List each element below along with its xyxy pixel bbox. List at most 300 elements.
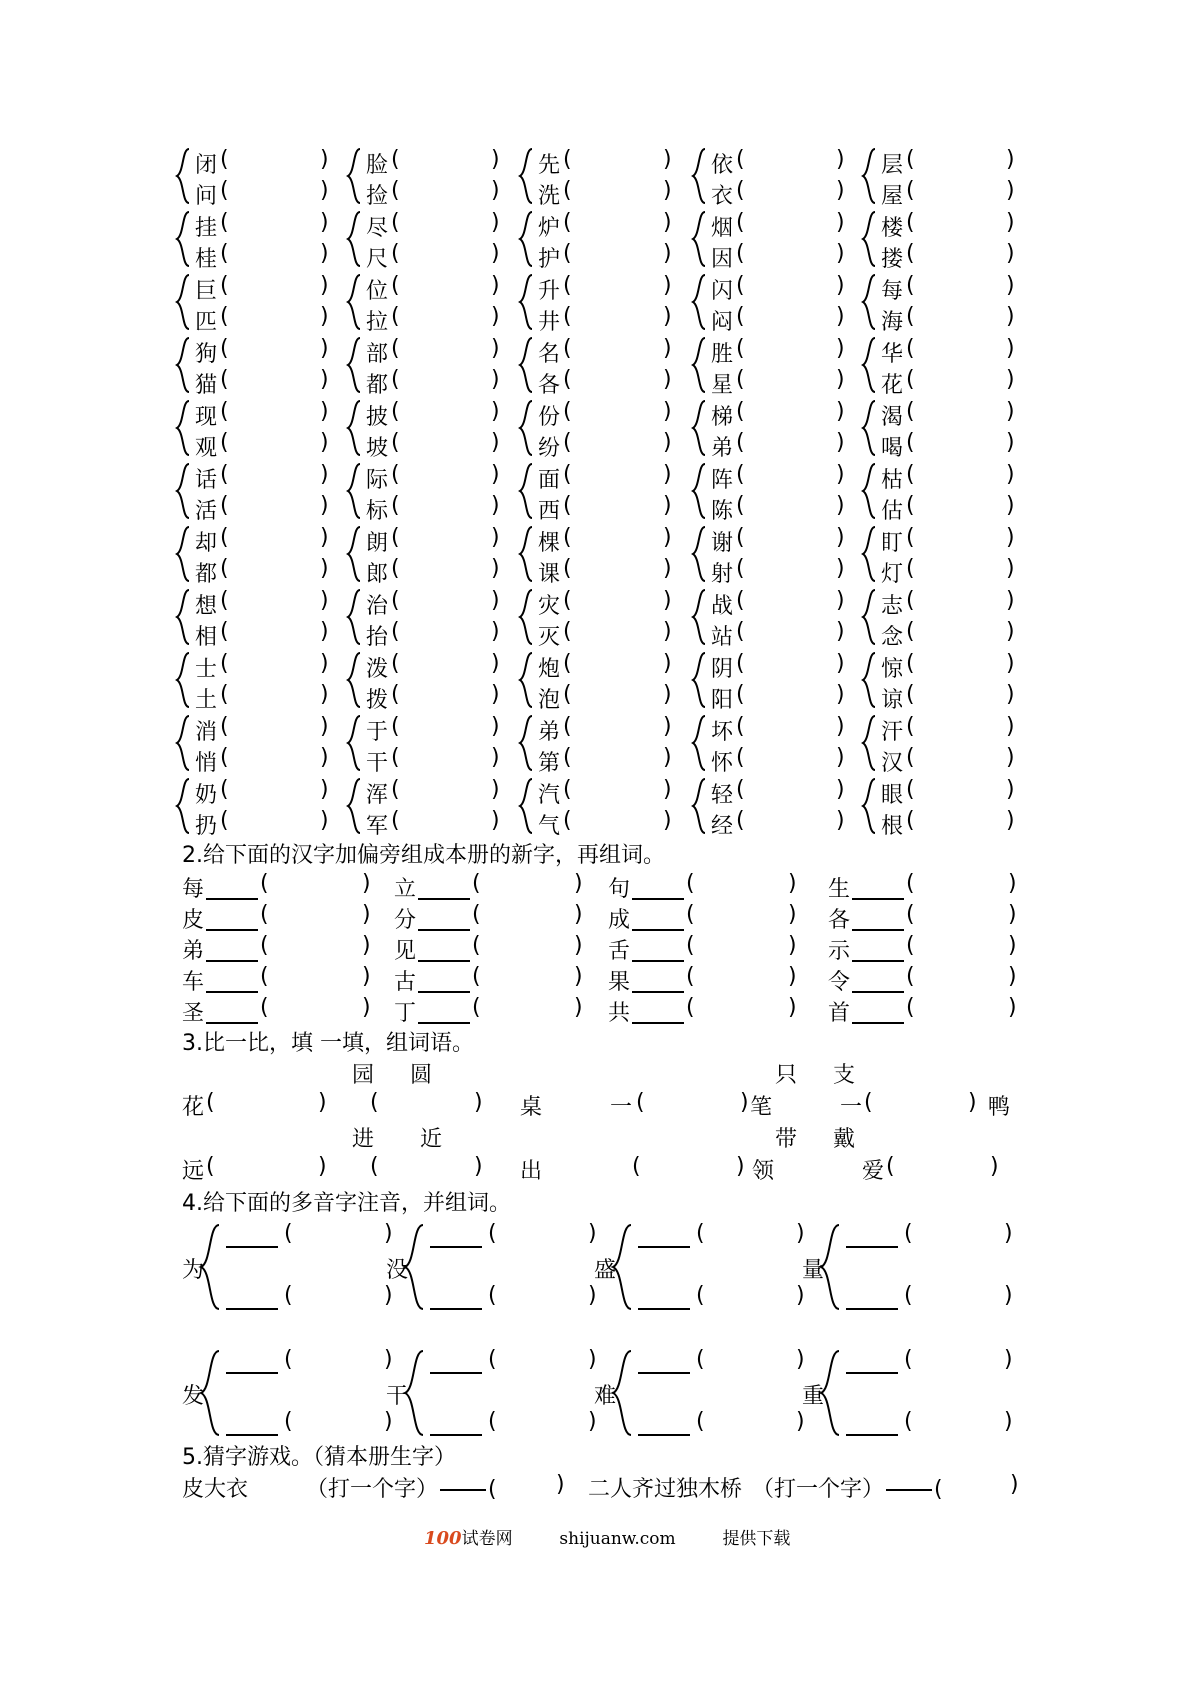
pair-char: 问 (195, 184, 218, 209)
close-paren: ) (320, 430, 329, 455)
open-paren: ( (220, 682, 229, 707)
pair-char: 屋 (881, 184, 904, 209)
close-paren: ) (1006, 178, 1015, 203)
open-paren: ( (736, 462, 745, 487)
pair-char: 战 (711, 594, 734, 619)
pair-char: 于 (366, 720, 389, 745)
open-paren: ( (563, 210, 572, 235)
open-paren: ( (736, 430, 745, 455)
radical-item (394, 994, 594, 1024)
pair-row (345, 713, 515, 743)
close-paren: ) (320, 493, 329, 518)
pair-row (517, 650, 687, 680)
pair-char: 灯 (881, 562, 904, 587)
open-paren: ( (220, 588, 229, 613)
answer-line (206, 898, 258, 900)
close-paren: ) (788, 933, 797, 958)
close-paren: ) (1006, 430, 1015, 455)
char-pair (517, 272, 687, 334)
s3-r1-paren: ( (206, 1090, 215, 1115)
open-paren: ( (563, 556, 572, 581)
close-paren: ) (836, 525, 845, 550)
open-paren: ( (906, 682, 915, 707)
radical-item (608, 870, 808, 900)
pair-char: 梯 (711, 405, 734, 430)
open-paren: ( (220, 525, 229, 550)
pair-row (174, 713, 344, 743)
s3-r1-start: 花 (182, 1095, 205, 1120)
pair-row (690, 618, 860, 648)
char-pair (345, 209, 515, 271)
open-paren: ( (686, 902, 695, 927)
pair-row (517, 209, 687, 239)
pair-char: 星 (711, 373, 734, 398)
close-paren: ) (320, 178, 329, 203)
pair-char: 井 (538, 310, 561, 335)
pair-char: 抬 (366, 625, 389, 650)
close-paren: ) (1006, 493, 1015, 518)
pinyin-line (846, 1246, 898, 1248)
pair-char: 土 (195, 688, 218, 713)
pair-char: 气 (538, 814, 561, 839)
open-paren: ( (736, 147, 745, 172)
open-paren: ( (736, 556, 745, 581)
open-paren: ( (488, 1283, 497, 1308)
open-paren: ( (284, 1409, 293, 1434)
brace-icon (198, 1350, 222, 1436)
pair-row (860, 587, 1030, 617)
pair-row (174, 492, 344, 522)
s3-r1-paren: ( (370, 1090, 379, 1115)
radical-item (828, 870, 1028, 900)
open-paren: ( (906, 273, 915, 298)
char-pair (860, 398, 1030, 460)
char-pair (690, 713, 860, 775)
pair-row (860, 398, 1030, 428)
close-paren: ) (663, 273, 672, 298)
pinyin-line (430, 1372, 482, 1374)
pair-row (690, 650, 860, 680)
char-pair (345, 713, 515, 775)
open-paren: ( (391, 619, 400, 644)
close-paren: ) (491, 808, 500, 833)
pair-char: 楼 (881, 216, 904, 241)
open-paren: ( (736, 273, 745, 298)
open-paren: ( (696, 1283, 705, 1308)
pinyin-line (846, 1308, 898, 1310)
open-paren: ( (220, 273, 229, 298)
close-paren: ) (320, 777, 329, 802)
pair-row (174, 398, 344, 428)
close-paren: ) (663, 714, 672, 739)
close-paren: ) (663, 651, 672, 676)
open-paren: ( (220, 619, 229, 644)
pair-char: 课 (538, 562, 561, 587)
base-char: 共 (608, 1001, 631, 1026)
s3-top-dai: 带 (775, 1127, 798, 1152)
close-paren: ) (796, 1221, 805, 1246)
pair-char: 谅 (881, 688, 904, 713)
brace-icon (610, 1350, 634, 1436)
pair-char: 陈 (711, 499, 734, 524)
pair-row (860, 807, 1030, 837)
char-pair (345, 146, 515, 208)
pair-row (517, 618, 687, 648)
close-paren: ) (362, 871, 371, 896)
open-paren: ( (563, 651, 572, 676)
pair-char: 奶 (195, 783, 218, 808)
char-pair (690, 650, 860, 712)
open-paren: ( (906, 933, 915, 958)
open-paren: ( (904, 1283, 913, 1308)
char-pair (690, 272, 860, 334)
s3-top-jin: 进 (352, 1127, 375, 1152)
char-pair (345, 587, 515, 649)
close-paren: ) (788, 995, 797, 1020)
close-paren: ) (491, 714, 500, 739)
pair-char: 估 (881, 499, 904, 524)
pair-row (860, 650, 1030, 680)
open-paren: ( (906, 964, 915, 989)
riddle1-text: 皮大衣 (182, 1477, 249, 1502)
pair-char: 干 (366, 751, 389, 776)
pair-char: 根 (881, 814, 904, 839)
open-paren: ( (563, 178, 572, 203)
pair-char: 面 (538, 468, 561, 493)
char-pair (860, 587, 1030, 649)
open-paren: ( (563, 462, 572, 487)
close-paren: ) (836, 147, 845, 172)
close-paren: ) (663, 304, 672, 329)
pair-char: 都 (195, 562, 218, 587)
pair-row (174, 461, 344, 491)
close-paren: ) (1004, 1347, 1013, 1372)
pair-char: 衣 (711, 184, 734, 209)
radical-item (394, 963, 594, 993)
polyphone-char: 重 (802, 1384, 825, 1409)
pair-row (690, 398, 860, 428)
pair-row (345, 240, 515, 270)
char-pair (174, 587, 344, 649)
close-paren: ) (491, 273, 500, 298)
pair-char: 盯 (881, 531, 904, 556)
pair-row (690, 587, 860, 617)
close-paren: ) (588, 1221, 597, 1246)
pair-row (860, 461, 1030, 491)
pair-row (690, 776, 860, 806)
close-paren: ) (574, 902, 583, 927)
pair-char: 志 (881, 594, 904, 619)
open-paren: ( (563, 745, 572, 770)
open-paren: ( (563, 619, 572, 644)
close-paren: ) (1006, 651, 1015, 676)
char-pair (345, 524, 515, 586)
section5-heading: 5.猜字游戏。（猜本册生字） (182, 1445, 456, 1470)
char-pair (345, 776, 515, 838)
s3-r2-start: 远 (182, 1159, 205, 1184)
s3-r2-paren: ) (736, 1154, 745, 1179)
open-paren: ( (906, 714, 915, 739)
open-paren: ( (284, 1221, 293, 1246)
pair-char: 轻 (711, 783, 734, 808)
pair-row (517, 713, 687, 743)
pair-row (345, 807, 515, 837)
char-pair (690, 587, 860, 649)
brace-icon (610, 1224, 634, 1310)
open-paren: ( (391, 304, 400, 329)
pair-row (174, 681, 344, 711)
open-paren: ( (220, 304, 229, 329)
close-paren: ) (574, 933, 583, 958)
close-paren: ) (663, 210, 672, 235)
open-paren: ( (220, 556, 229, 581)
open-paren: ( (220, 147, 229, 172)
pair-row (517, 524, 687, 554)
open-paren: ( (736, 682, 745, 707)
polyphone-item (182, 1344, 393, 1444)
riddle2-close: ) (1010, 1472, 1019, 1497)
open-paren: ( (563, 588, 572, 613)
open-paren: ( (220, 336, 229, 361)
pair-row (690, 240, 860, 270)
pair-char: 猫 (195, 373, 218, 398)
char-pair (517, 524, 687, 586)
close-paren: ) (836, 273, 845, 298)
open-paren: ( (220, 745, 229, 770)
open-paren: ( (391, 462, 400, 487)
char-pair (517, 587, 687, 649)
pair-char: 怀 (711, 751, 734, 776)
pair-char: 经 (711, 814, 734, 839)
s3-r1-paren: ( (636, 1090, 645, 1115)
s3-r2-paren: ) (318, 1154, 327, 1179)
pair-char: 站 (711, 625, 734, 650)
open-paren: ( (391, 147, 400, 172)
open-paren: ( (284, 1347, 293, 1372)
answer-line (852, 991, 904, 993)
pair-char: 第 (538, 751, 561, 776)
pair-char: 汗 (881, 720, 904, 745)
close-paren: ) (320, 682, 329, 707)
pair-char: 部 (366, 342, 389, 367)
polyphone-char: 盛 (594, 1258, 617, 1283)
pair-row (860, 303, 1030, 333)
radical-item (608, 994, 808, 1024)
close-paren: ) (663, 556, 672, 581)
close-paren: ) (491, 525, 500, 550)
pinyin-line (226, 1434, 278, 1436)
radical-item (182, 870, 382, 900)
pair-row (517, 240, 687, 270)
char-pair (517, 776, 687, 838)
open-paren: ( (906, 777, 915, 802)
radical-item (182, 901, 382, 931)
pair-row (517, 177, 687, 207)
pair-char: 尽 (366, 216, 389, 241)
pair-char: 名 (538, 342, 561, 367)
open-paren: ( (736, 304, 745, 329)
pair-row (860, 177, 1030, 207)
pinyin-line (846, 1434, 898, 1436)
pair-char: 位 (366, 279, 389, 304)
char-pair (690, 209, 860, 271)
s3-r2-mid: 出 (520, 1159, 543, 1184)
close-paren: ) (836, 336, 845, 361)
pair-char: 披 (366, 405, 389, 430)
open-paren: ( (472, 995, 481, 1020)
base-char: 各 (828, 908, 851, 933)
pinyin-line (638, 1434, 690, 1436)
pair-row (345, 146, 515, 176)
s3-r1-mid: 桌 (520, 1095, 543, 1120)
answer-line (852, 960, 904, 962)
close-paren: ) (1006, 336, 1015, 361)
open-paren: ( (736, 745, 745, 770)
pair-row (860, 681, 1030, 711)
polyphone-item (386, 1344, 597, 1444)
close-paren: ) (491, 556, 500, 581)
open-paren: ( (686, 933, 695, 958)
char-pair (174, 524, 344, 586)
char-pair (860, 272, 1030, 334)
open-paren: ( (260, 902, 269, 927)
pair-char: 棵 (538, 531, 561, 556)
pair-char: 汽 (538, 783, 561, 808)
pinyin-line (430, 1308, 482, 1310)
close-paren: ) (491, 399, 500, 424)
close-paren: ) (491, 682, 500, 707)
pair-char: 匹 (195, 310, 218, 335)
open-paren: ( (906, 745, 915, 770)
open-paren: ( (488, 1409, 497, 1434)
pair-char: 消 (195, 720, 218, 745)
close-paren: ) (362, 902, 371, 927)
pair-char: 泡 (538, 688, 561, 713)
close-paren: ) (788, 871, 797, 896)
open-paren: ( (391, 556, 400, 581)
pair-char: 份 (538, 405, 561, 430)
pair-row (517, 807, 687, 837)
close-paren: ) (588, 1283, 597, 1308)
polyphone-item (182, 1218, 393, 1318)
pair-char: 狗 (195, 342, 218, 367)
s3-r1-paren: ) (968, 1090, 977, 1115)
pair-row (690, 209, 860, 239)
open-paren: ( (220, 241, 229, 266)
s3-r2-paren: ( (370, 1154, 379, 1179)
char-pair (690, 524, 860, 586)
close-paren: ) (384, 1347, 393, 1372)
pair-row (517, 587, 687, 617)
char-pair (690, 335, 860, 397)
open-paren: ( (220, 651, 229, 676)
pair-char: 尺 (366, 247, 389, 272)
close-paren: ) (836, 682, 845, 707)
char-pair (517, 335, 687, 397)
radical-item (182, 994, 382, 1024)
polyphone-char: 发 (182, 1384, 205, 1409)
pair-char: 海 (881, 310, 904, 335)
open-paren: ( (488, 1221, 497, 1246)
close-paren: ) (588, 1347, 597, 1372)
pair-row (860, 524, 1030, 554)
char-pair (860, 146, 1030, 208)
pair-row (690, 146, 860, 176)
s3-r2-paren: ( (632, 1154, 641, 1179)
open-paren: ( (563, 273, 572, 298)
char-pair (690, 398, 860, 460)
close-paren: ) (1006, 525, 1015, 550)
char-pair (174, 776, 344, 838)
close-paren: ) (663, 745, 672, 770)
close-paren: ) (663, 493, 672, 518)
radical-item (608, 963, 808, 993)
close-paren: ) (1008, 933, 1017, 958)
close-paren: ) (491, 430, 500, 455)
open-paren: ( (391, 808, 400, 833)
section3-heading: 3.比一比，填 一填，组词语。 (182, 1031, 474, 1056)
pair-row (690, 713, 860, 743)
close-paren: ) (796, 1347, 805, 1372)
pair-char: 扔 (195, 814, 218, 839)
close-paren: ) (1006, 210, 1015, 235)
pair-char: 际 (366, 468, 389, 493)
char-pair (860, 650, 1030, 712)
close-paren: ) (836, 304, 845, 329)
pair-row (345, 744, 515, 774)
pair-row (174, 303, 344, 333)
pair-char: 华 (881, 342, 904, 367)
s3-r2-ai: 爱 (862, 1159, 885, 1184)
open-paren: ( (391, 714, 400, 739)
pair-row (517, 776, 687, 806)
close-paren: ) (491, 178, 500, 203)
pair-char: 花 (881, 373, 904, 398)
pair-char: 喝 (881, 436, 904, 461)
open-paren: ( (220, 178, 229, 203)
close-paren: ) (836, 241, 845, 266)
close-paren: ) (320, 399, 329, 424)
close-paren: ) (836, 493, 845, 518)
base-char: 生 (828, 877, 851, 902)
polyphone-char: 量 (802, 1258, 825, 1283)
site-domain[interactable]: shijuanw.com (559, 1529, 676, 1549)
close-paren: ) (491, 336, 500, 361)
polyphone-item (386, 1218, 597, 1318)
pair-char: 闭 (195, 153, 218, 178)
open-paren: ( (563, 430, 572, 455)
polyphone-char: 没 (386, 1258, 409, 1283)
close-paren: ) (491, 777, 500, 802)
open-paren: ( (696, 1347, 705, 1372)
char-pair (174, 713, 344, 775)
close-paren: ) (362, 964, 371, 989)
s3-r1-paren: ( (864, 1090, 873, 1115)
open-paren: ( (906, 525, 915, 550)
base-char: 成 (608, 908, 631, 933)
open-paren: ( (260, 995, 269, 1020)
pinyin-line (846, 1372, 898, 1374)
s3-r1-paren: ) (474, 1090, 483, 1115)
pair-char: 枯 (881, 468, 904, 493)
char-pair (860, 335, 1030, 397)
close-paren: ) (836, 178, 845, 203)
close-paren: ) (491, 588, 500, 613)
s3-r2-paren: ( (206, 1154, 215, 1179)
char-pair (690, 461, 860, 523)
pair-char: 浑 (366, 783, 389, 808)
close-paren: ) (1006, 367, 1015, 392)
